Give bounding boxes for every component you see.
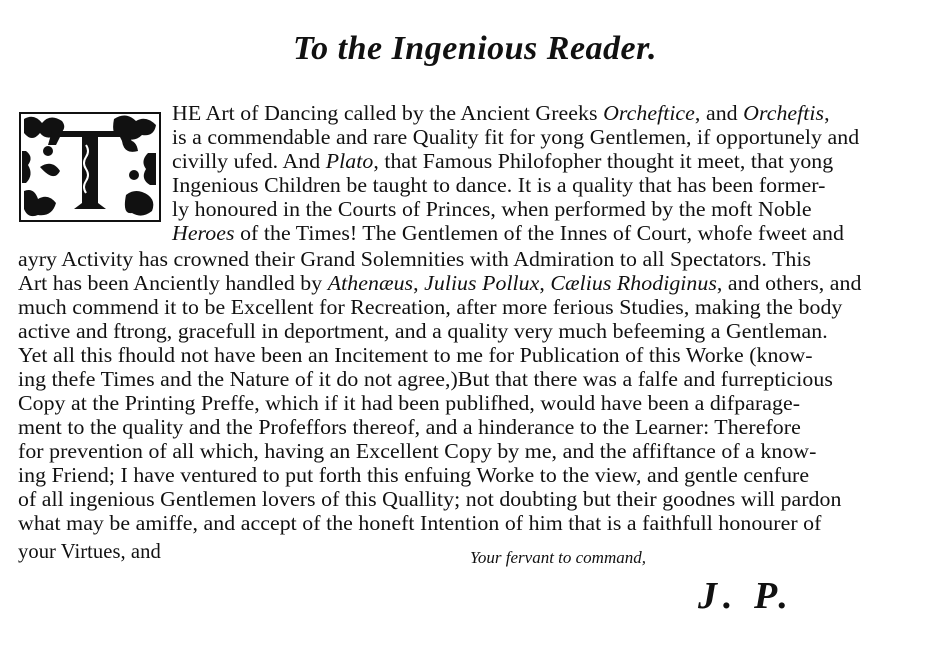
text-segment: for prevention of all which, having an Excellent Copy by me, and the affiftance of a know- xyxy=(18,441,817,463)
text-segment: ayry Activity has crowned their Grand Solemnities with Admiration to all Spectators. This xyxy=(18,249,812,271)
text-segment: Ingenious Children be taught to dance. It is a quality that has been former- xyxy=(172,175,826,197)
text-segment: HE Art of Dancing called by the Ancient Greeks xyxy=(172,103,604,125)
text-segment: much commend it to be Excellent for Recreation, after more ferious Studies, making the body xyxy=(18,297,843,319)
italic-term: Cælius Rhodiginus xyxy=(550,273,717,295)
italic-term: Orcheftice xyxy=(603,103,695,125)
italic-term: Athenæus xyxy=(327,273,414,295)
text-line xyxy=(18,320,828,344)
text-line xyxy=(18,368,833,392)
text-segment: , xyxy=(824,103,830,125)
text-segment: is a commendable and rare Quality fit for yong Gentlemen, if opportunely and xyxy=(172,127,860,149)
text-line xyxy=(18,464,809,488)
text-line xyxy=(18,248,811,272)
text-line xyxy=(172,174,825,198)
text-segment: , and xyxy=(694,103,744,125)
text-segment: what may be amiffe, and accept of the honeft Intention of him that is a faithfull honourer of xyxy=(18,513,822,535)
closing-salutation: Your fervant to command, xyxy=(470,548,646,567)
text-segment: , xyxy=(539,273,551,295)
author-initials: J. P. xyxy=(698,575,794,617)
text-line xyxy=(172,126,859,150)
text-line xyxy=(18,272,861,296)
text-line xyxy=(18,440,816,464)
text-line xyxy=(18,296,842,320)
text-line xyxy=(18,512,821,536)
text-line xyxy=(18,392,800,416)
ornament-icon xyxy=(18,111,162,223)
text-segment: active and ftrong, gracefull in deportment, and a quality very much befeeming a Gentleman. xyxy=(18,321,828,343)
text-line xyxy=(172,102,830,126)
text-segment: of all ingenious Gentlemen lovers of this Quallity; not doubting but their goodnes will pardon xyxy=(18,489,842,511)
text-segment: civilly ufed. And xyxy=(172,151,326,173)
text-segment: your Virtues, and xyxy=(18,541,161,563)
initial-letter-text: T xyxy=(18,111,19,112)
text-segment: ing thefe Times and the Nature of it do not agree,)But that there was a falfe and furrepticious xyxy=(18,369,833,391)
italic-term: Orcheftis xyxy=(743,103,825,125)
text-line xyxy=(18,416,801,440)
italic-term: Heroes xyxy=(172,223,235,245)
text-segment: Yet all this fhould not have been an Incitement to me for Publication of this Worke (know- xyxy=(18,345,813,367)
text-line xyxy=(172,198,812,222)
text-line xyxy=(18,344,813,368)
text-line xyxy=(18,540,161,564)
text-segment: of the Times! The Gentlemen of the Innes of Court, whofe fweet and xyxy=(234,223,844,245)
italic-term: Julius Pollux xyxy=(424,273,540,295)
text-segment: , xyxy=(413,273,425,295)
text-segment: , and others, and xyxy=(716,273,862,295)
text-segment: Art has been Anciently handled by xyxy=(18,273,328,295)
text-segment: Copy at the Printing Preffe, which if it had been publifhed, would have been a difparage- xyxy=(18,393,801,415)
italic-term: Plato xyxy=(325,151,374,173)
text-line xyxy=(172,222,844,246)
text-line xyxy=(172,150,833,174)
page-title: To the Ingenious Reader. xyxy=(292,30,658,67)
decorated-initial-letter xyxy=(18,111,162,223)
text-segment: , that Famous Philofopher thought it meet, that yong xyxy=(373,151,834,173)
text-segment: ing Friend; I have ventured to put forth this enfuing Worke to the view, and gentle cenfure xyxy=(18,465,810,487)
text-segment: ment to the quality and the Profeffors thereof, and a hinderance to the Learner: Therefore xyxy=(18,417,801,439)
text-segment: ly honoured in the Courts of Princes, when performed by the moft Noble xyxy=(172,199,812,221)
text-line xyxy=(18,488,841,512)
